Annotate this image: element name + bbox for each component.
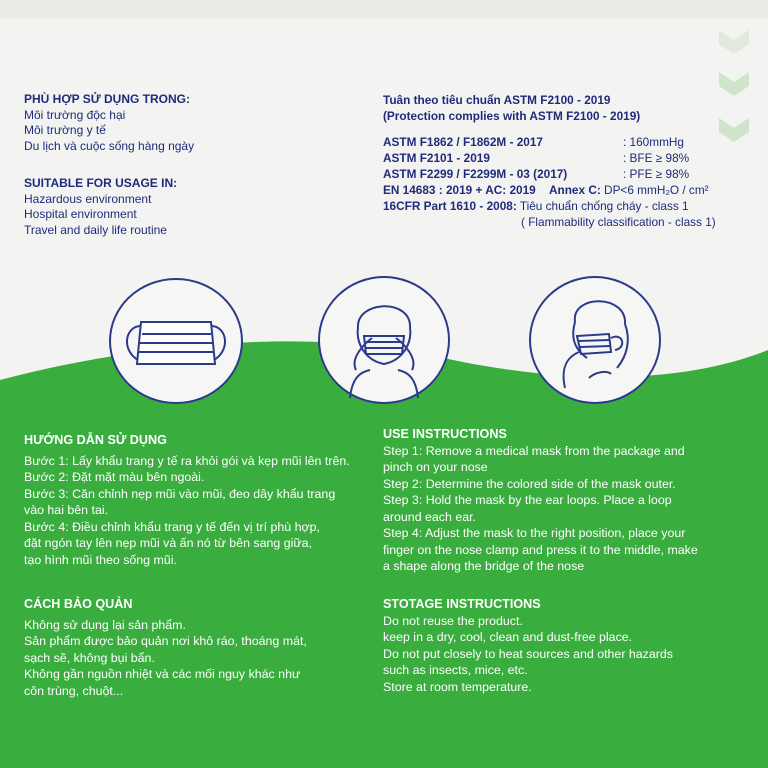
usage-vi-heading: PHÙ HỢP SỬ DỤNG TRONG: xyxy=(24,92,190,106)
standard-row xyxy=(383,150,716,166)
storage-en xyxy=(383,596,673,695)
usage-en xyxy=(24,176,177,238)
standard-row-cfr xyxy=(383,198,716,214)
standard-row xyxy=(383,134,716,150)
instructions-vi-heading: HƯỚNG DẪN SỬ DỤNG xyxy=(24,433,167,447)
storage-line: Store at room temperature. xyxy=(383,679,532,694)
instruction-line: Bước 4: Điều chỉnh khẩu trang y tế đến vị trí phù hợp, xyxy=(24,519,320,534)
instruction-line: pinch on your nose xyxy=(383,460,488,474)
standard-value: : 160mmHg xyxy=(623,135,684,149)
usage-vi-item: Du lịch và cuộc sống hàng ngày xyxy=(24,138,195,153)
storage-line: Do not reuse the product. xyxy=(383,613,523,628)
top-strip xyxy=(0,0,768,18)
annex-value: DP<6 mmH₂O / cm² xyxy=(604,183,709,197)
instruction-line: tạo hình mũi theo sống mũi. xyxy=(24,552,177,567)
corner-decoration-icon xyxy=(714,30,754,160)
standards-line1: Tuân theo tiêu chuẩn ASTM F2100 - 2019 xyxy=(383,93,611,107)
usage-vi-item: Môi trường y tế xyxy=(24,123,106,137)
instructions-en-heading: USE INSTRUCTIONS xyxy=(383,427,507,441)
instruction-line: Step 4: Adjust the mask to the right position, place your xyxy=(383,526,686,540)
person-ear-loop-icon xyxy=(531,278,659,402)
standard-row-en14683 xyxy=(383,182,716,198)
storage-line: Sản phẩm được bảo quản nơi khô ráo, thoáng mát, xyxy=(24,634,307,648)
annex-label: Annex C: xyxy=(548,183,601,197)
mask-illustration xyxy=(109,278,243,404)
person-pinching-mask-icon xyxy=(320,278,448,402)
standard-label: ASTM F1862 / F1862M - 2017 xyxy=(383,135,543,149)
cfr-label: 16CFR Part 1610 - 2008: xyxy=(383,199,517,213)
storage-en-heading: STOTAGE INSTRUCTIONS xyxy=(383,597,541,611)
pinch-illustration xyxy=(318,276,450,404)
instructions-vi xyxy=(24,432,350,568)
storage-vi-heading: CÁCH BẢO QUẢN xyxy=(24,597,133,611)
storage-line: keep in a dry, cool, clean and dust-free place. xyxy=(383,630,633,644)
standard-value: : PFE ≥ 98% xyxy=(623,167,690,181)
instruction-line: Step 1: Remove a medical mask from the package and xyxy=(383,443,685,458)
storage-line: Không gần nguồn nhiệt và các mối nguy khác như xyxy=(24,667,301,681)
instruction-line: Bước 3: Căn chỉnh nẹp mũi vào mũi, đeo dây khẩu trang xyxy=(24,486,336,501)
standards-line2: (Protection complies with ASTM F2100 - 2019) xyxy=(383,109,641,123)
storage-line: sạch sẽ, không bụi bẩn. xyxy=(24,650,155,665)
instruction-line: Bước 2: Đặt mặt màu bên ngoài. xyxy=(24,470,205,484)
earloop-illustration xyxy=(529,276,661,404)
usage-en-heading: SUITABLE FOR USAGE IN: xyxy=(24,176,178,190)
instruction-line: a shape along the bridge of the nose xyxy=(383,559,585,573)
instruction-line: Bước 1: Lấy khẩu trang y tế ra khỏi gói và kẹp mũi lên trên. xyxy=(24,453,350,468)
instruction-line: around each ear. xyxy=(383,509,477,524)
usage-en-item: Hospital environment xyxy=(24,207,137,221)
instruction-line: finger on the nose clamp and press it to the middle, make xyxy=(383,542,698,557)
storage-line: côn trùng, chuột... xyxy=(24,683,124,698)
usage-en-item: Hazardous environment xyxy=(24,191,152,206)
standard-label: ASTM F2101 - 2019 xyxy=(383,151,490,165)
usage-vi-item: Môi trường độc hại xyxy=(24,107,126,122)
cfr-english: ( Flammability classification - class 1) xyxy=(521,215,716,229)
instruction-line: đặt ngón tay lên nẹp mũi và ấn nó từ bên sang giữa, xyxy=(24,536,313,550)
instruction-line: Step 2: Determine the colored side of the mask outer. xyxy=(383,476,676,491)
mask-icon xyxy=(111,280,241,402)
cfr-value: Tiêu chuẩn chống cháy - class 1 xyxy=(519,199,689,213)
storage-line: Không sử dụng lại sản phẩm. xyxy=(24,617,186,632)
instructions-en xyxy=(383,426,698,575)
en14683-label: EN 14683 : 2019 + AC: 2019 xyxy=(383,183,536,197)
storage-line: Do not put closely to heat sources and other hazards xyxy=(383,646,673,661)
usage-en-item: Travel and daily life routine xyxy=(24,222,167,237)
storage-line: such as insects, mice, etc. xyxy=(383,663,528,677)
instruction-line: Step 3: Hold the mask by the ear loops. Place a loop xyxy=(383,493,672,507)
standard-value: : BFE ≥ 98% xyxy=(623,151,690,165)
usage-vi xyxy=(24,92,194,154)
standard-label: ASTM F2299 / F2299M - 03 (2017) xyxy=(383,167,568,181)
instruction-line: vào hai bên tai. xyxy=(24,503,109,517)
standards-block xyxy=(383,92,716,230)
standard-row xyxy=(383,166,716,182)
storage-vi xyxy=(24,596,307,699)
